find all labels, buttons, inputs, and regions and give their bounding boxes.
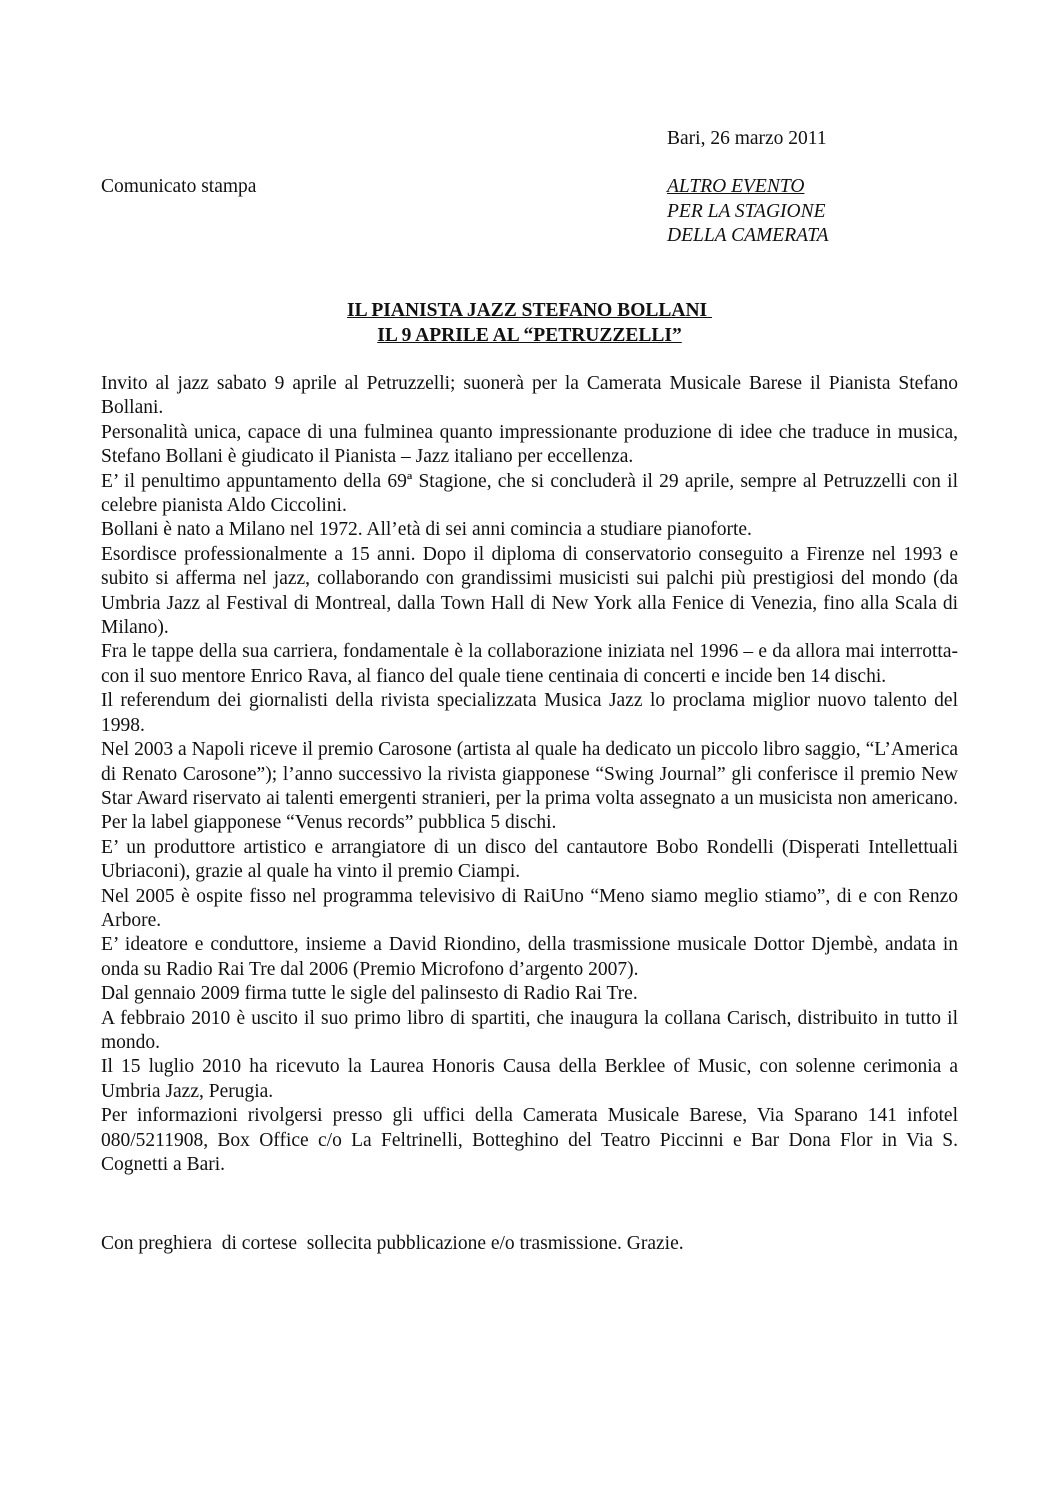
headline: [101, 299, 958, 348]
body-paragraph: Il referendum dei giornalisti della rivista specializzata Musica Jazz lo proclama miglior nuovo talento del 1998.: [101, 690, 958, 736]
body-paragraph: E’ il penultimo appuntamento della 69ª Stagione, che si concluderà il 29 aprile, sempre al Petruzzelli con il celebre pianista Aldo Ciccolini.: [101, 470, 958, 517]
document-date: Bari, 26 marzo 2011: [667, 128, 827, 149]
press-release-label: Comunicato stampa: [101, 176, 257, 197]
event-tag-line: PER LA STAGIONE: [667, 200, 826, 222]
body-paragraph: Dal gennaio 2009 firma tutte le sigle del palinsesto di Radio Rai Tre.: [101, 983, 638, 1005]
body-paragraph: Nel 2005 è ospite fisso nel programma televisivo di RaiUno “Meno siamo meglio stiamo”, di e con Renzo Arbore.: [101, 885, 958, 931]
body-paragraph: A febbraio 2010 è uscito il suo primo libro di spartiti, che inaugura la collana Carisch, distribuito in tutto il mondo.: [101, 1007, 958, 1053]
body-paragraph: Per informazioni rivolgersi presso gli uffici della Camerata Musicale Barese, Via Sparano 141 infotel 080/5211908, Box Office c/o La Feltrinelli, Botteghino del Teatro Piccinni e Bar Dona Flor in Via S. Cognetti a Bari.: [101, 1105, 958, 1175]
headline-line: IL PIANISTA JAZZ STEFANO BOLLANI: [347, 300, 712, 321]
headline-line: IL 9 APRILE AL “PETRUZZELLI”: [377, 324, 682, 346]
body-paragraph: Nel 2003 a Napoli riceve il premio Carosone (artista al quale ha dedicato un piccolo libro saggio, “L’America di Renato Carosone”); l’anno successivo la rivista giapponese “Swing Journal” gli conferisce il premio New Star Award riservato ai talenti emergenti stranieri, per la prima volta assegnato a un musicista non americano. Per la label giapponese “Venus records” pubblica 5 dischi.: [101, 739, 958, 834]
event-tag-line: ALTRO EVENTO: [667, 176, 805, 197]
body-paragraph: Bollani è nato a Milano nel 1972. All’età di sei anni comincia a studiare pianoforte.: [101, 519, 752, 541]
body-paragraph: Fra le tappe della sua carriera, fondamentale è la collaborazione iniziata nel 1996 – e da allora mai interrotta- con il suo mentore Enrico Rava, al fianco del quale tiene centinaia di concerti e incide ben 14 dischi.: [101, 641, 958, 687]
event-tag: [667, 175, 829, 249]
body-paragraph: Personalità unica, capace di una fulminea quanto impressionante produzione di idee che traduce in musica, Stefano Bollani è giudicato il Pianista – Jazz italiano per eccellenza.: [101, 421, 958, 468]
event-tag-line: DELLA CAMERATA: [667, 225, 829, 246]
body-paragraph: Invito al jazz sabato 9 aprile al Petruzzelli; suonerà per la Camerata Musicale Barese il Pianista Stefano Bollani.: [101, 373, 958, 419]
body-paragraph: Esordisce professionalmente a 15 anni. Dopo il diploma di conservatorio conseguito a Firenze nel 1993 e subito si afferma nel jazz, collaborando con grandissimi musicisti sui palchi più prestigiosi del mondo (da Umbria Jazz al Festival di Montreal, dalla Town Hall di New York alla Fenice di Venezia, fino alla Scala di Milano).: [101, 543, 958, 639]
closing-line: Con preghiera di cortese sollecita pubblicazione e/o trasmissione. Grazie.: [101, 1233, 684, 1254]
body-text: [101, 372, 958, 1177]
body-paragraph: E’ ideatore e conduttore, insieme a David Riondino, della trasmissione musicale Dottor Djembè, andata in onda su Radio Rai Tre dal 2006 (Premio Microfono d’argento 2007).: [101, 934, 958, 980]
body-paragraph: E’ un produttore artistico e arrangiatore di un disco del cantautore Bobo Rondelli (Disperati Intellettuali Ubriaconi), grazie al quale ha vinto il premio Ciampi.: [101, 836, 958, 883]
body-paragraph: Il 15 luglio 2010 ha ricevuto la Laurea Honoris Causa della Berklee of Music, con solenne cerimonia a Umbria Jazz, Perugia.: [101, 1056, 958, 1102]
